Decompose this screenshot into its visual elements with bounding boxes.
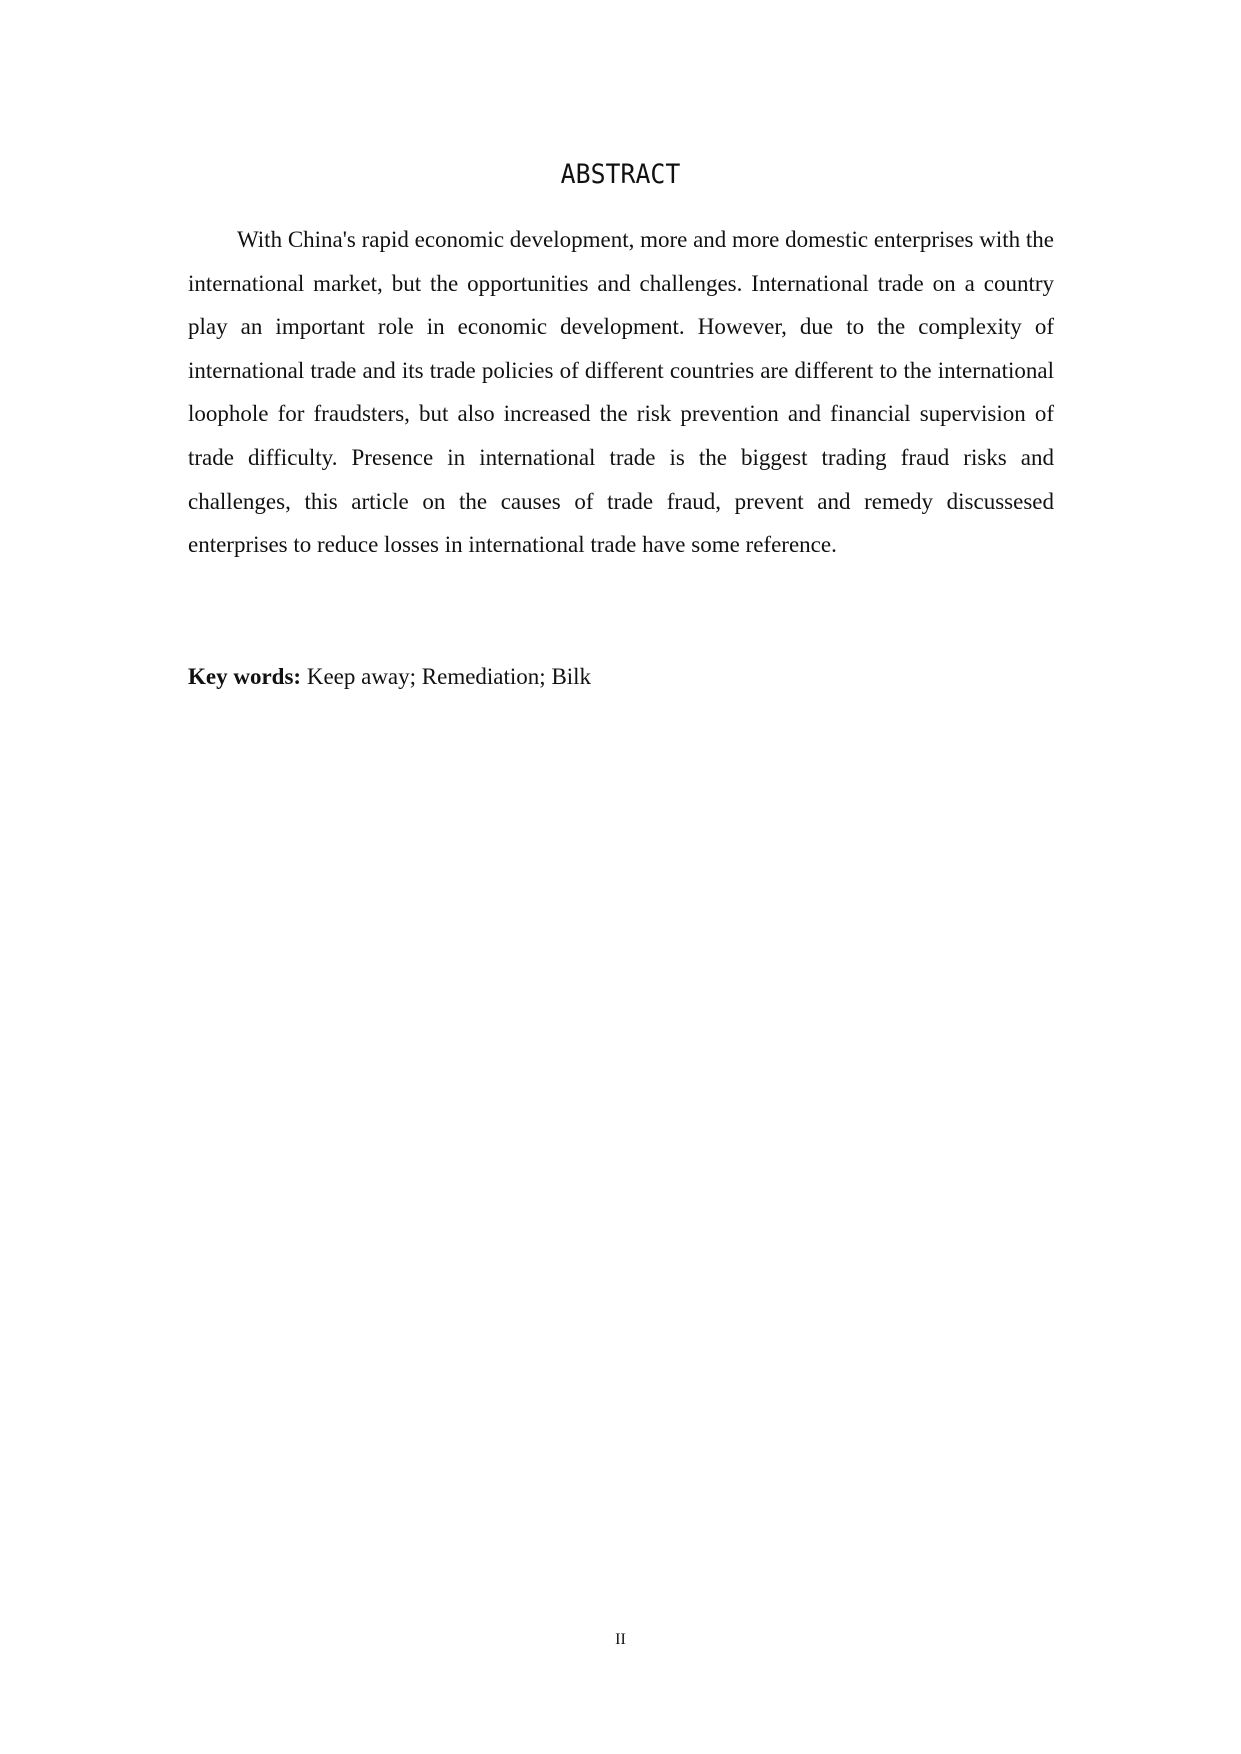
abstract-paragraph: With China's rapid economic development, more and more domestic enterprises with the international market, but the opportunities and challenges. International trade on a country play an important role in economic development. However, due to the complexity of international trade and its trade policies of different countries are different to the international loophole for fraudsters, but also increased the risk prevention and financial supervision of trade difficulty. Presence in international trade is the biggest trading fraud risks and challenges, this article on the causes of trade fraud, prevent and remedy discussesed enterprises to reduce losses in international trade have some reference. bbox=[188, 227, 1054, 558]
keywords-line bbox=[188, 655, 1054, 698]
abstract-title: ABSTRACT bbox=[560, 159, 681, 190]
page-number: II bbox=[615, 1631, 626, 1648]
keywords-values: Keep away; Remediation; Bilk bbox=[301, 664, 592, 689]
keywords-label: Key words: bbox=[188, 664, 302, 689]
